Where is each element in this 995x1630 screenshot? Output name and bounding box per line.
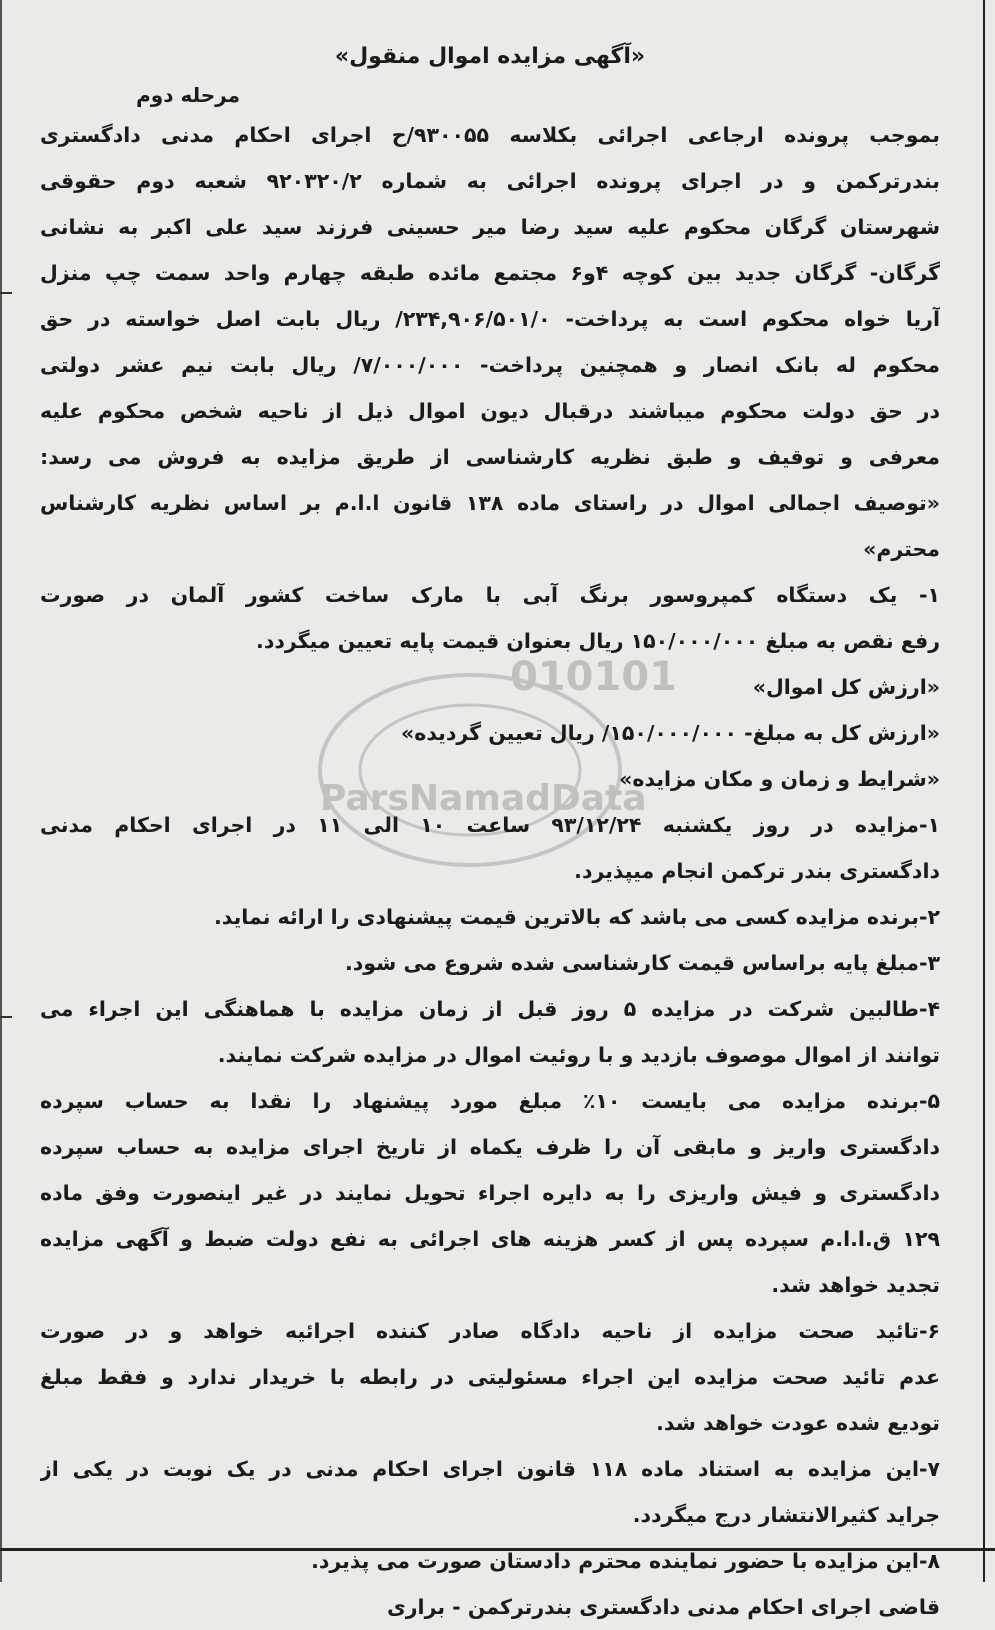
condition-line: ۸-این مزایده با حضور نماینده محترم دادستان صورت می پذیرد. xyxy=(311,1549,940,1573)
condition-line: ۵-برنده مزایده می بایست ۱۰٪ مبلغ مورد پیشنهاد را نقدا به حساب سپرده xyxy=(40,1089,940,1113)
right-border-line xyxy=(983,0,985,1582)
condition-line: ۷-این مزایده به استناد ماده ۱۱۸ قانون اجرای احکام مدنی در یک نوبت در یکی از xyxy=(40,1457,940,1481)
condition-line: تودیع شده عودت خواهد شد. xyxy=(656,1411,940,1435)
body-line: گرگان- گرگان جدید بین کوچه ۴و۶ مجتمع مائده طبقه چهارم واحد سمت چپ منزل xyxy=(40,261,940,285)
condition-line: ۱-مزایده در روز یکشنبه ۹۳/۱۲/۲۴ ساعت ۱۰ الی ۱۱ در اجرای احکام مدنی xyxy=(40,813,940,837)
auction-notice xyxy=(40,38,940,1630)
item-line: رفع نقص به مبلغ ۱۵۰/۰۰۰/۰۰۰ ریال بعنوان قیمت پایه تعیین میگردد. xyxy=(256,629,940,653)
body-line: معرفی و توقیف و طبق نظریه کارشناسی از طریق مزایده به فروش می رسد: xyxy=(40,445,940,469)
condition-line: تجدید خواهد شد. xyxy=(771,1273,940,1297)
signature-line: قاضی اجرای احکام مدنی دادگستری بندرترکمن - براری xyxy=(386,1595,940,1619)
body-line: در حق دولت محکوم میباشند درقبال دیون اموال ذیل از ناحیه شخص محکوم علیه xyxy=(40,399,940,423)
body-line: آریا خواه محکوم است به پرداخت- ۲۳۴,۹۰۶/۵۰۱/۰/ ریال بابت اصل خواسته در حق xyxy=(40,307,940,331)
condition-line: ۱۲۹ ق.ا.ا.م سپرده پس از کسر هزینه های اجرائی به نفع دولت ضبط و آگهی مزایده xyxy=(40,1227,940,1251)
watermark-digits: 010101 xyxy=(510,654,677,700)
condition-line: عدم تائید صحت مزایده این اجراء مسئولیتی در رابطه با خریدار ندارد و فقط مبلغ xyxy=(40,1365,940,1389)
watermark-text: ParsNamadData xyxy=(320,778,647,819)
stage-label: مرحله دوم xyxy=(136,83,240,107)
notice-title: «آگهی مزایده اموال منقول» xyxy=(334,44,646,69)
margin-tick xyxy=(0,1016,12,1018)
left-border-line xyxy=(0,0,2,1582)
section-heading: «شرایط و زمان و مکان مزایده» xyxy=(619,767,940,791)
condition-line: دادگستری بندر ترکمن انجام میپذیرد. xyxy=(574,859,940,883)
condition-line: ۳-مبلغ پایه براساس قیمت کارشناسی شده شروع می شود. xyxy=(345,951,940,975)
condition-line: جراید کثیرالانتشار درج میگردد. xyxy=(632,1503,940,1527)
body-line: شهرستان گرگان محکوم علیه سید رضا میر حسینی فرزند سید علی اکبر به نشانی xyxy=(40,215,940,239)
total-value-line: «ارزش کل به مبلغ- ۱۵۰/۰۰۰/۰۰۰/ ریال تعیین گردیده» xyxy=(400,721,940,745)
condition-line: دادگستری واریز و مابقی آن را ظرف یکماه از تاریخ اجرای مزایده به حساب سپرده xyxy=(40,1135,940,1159)
body-line: محکوم له بانک انصار و همچنین پرداخت- ۷/۰۰۰/۰۰۰/ ریال بابت نیم عشر دولتی xyxy=(40,353,940,377)
condition-line: ۶-تائید صحت مزایده از ناحیه دادگاه صادر کننده اجرائیه خواهد و در صورت xyxy=(40,1319,940,1343)
condition-line: ۲-برنده مزایده کسی می باشد که بالاترین قیمت پیشنهادی را ارائه نماید. xyxy=(213,905,940,929)
section-heading: «ارزش کل اموال» xyxy=(752,675,940,699)
body-line: محترم» xyxy=(863,537,940,561)
condition-line: ۴-طالبین شرکت در مزایده ۵ روز قبل از زمان مزایده با هماهنگی این اجراء می xyxy=(40,997,940,1021)
condition-line: دادگستری و فیش واریزی را به دایره اجراء تحویل نمایند در غیر اینصورت وفق ماده xyxy=(40,1181,940,1205)
body-line: بموجب پرونده ارجاعی اجرائی بکلاسه ۹۳۰۰۵۵/ح اجرای احکام مدنی دادگستری xyxy=(40,123,940,147)
margin-tick xyxy=(0,292,12,294)
item-line: ۱- یک دستگاه کمپروسور برنگ آبی با مارک ساخت کشور آلمان در صورت xyxy=(40,583,940,607)
body-line: «توصیف اجمالی اموال در راستای ماده ۱۳۸ قانون ا.ا.م بر اساس نظریه کارشناس xyxy=(40,491,940,515)
condition-line: توانند از اموال موصوف بازدید و با روئیت اموال در مزایده شرکت نمایند. xyxy=(217,1043,940,1067)
body-line: بندرترکمن و در اجرای پرونده اجرائی به شماره ۹۲۰۳۲۰/۲ شعبه دوم حقوقی xyxy=(40,169,940,193)
